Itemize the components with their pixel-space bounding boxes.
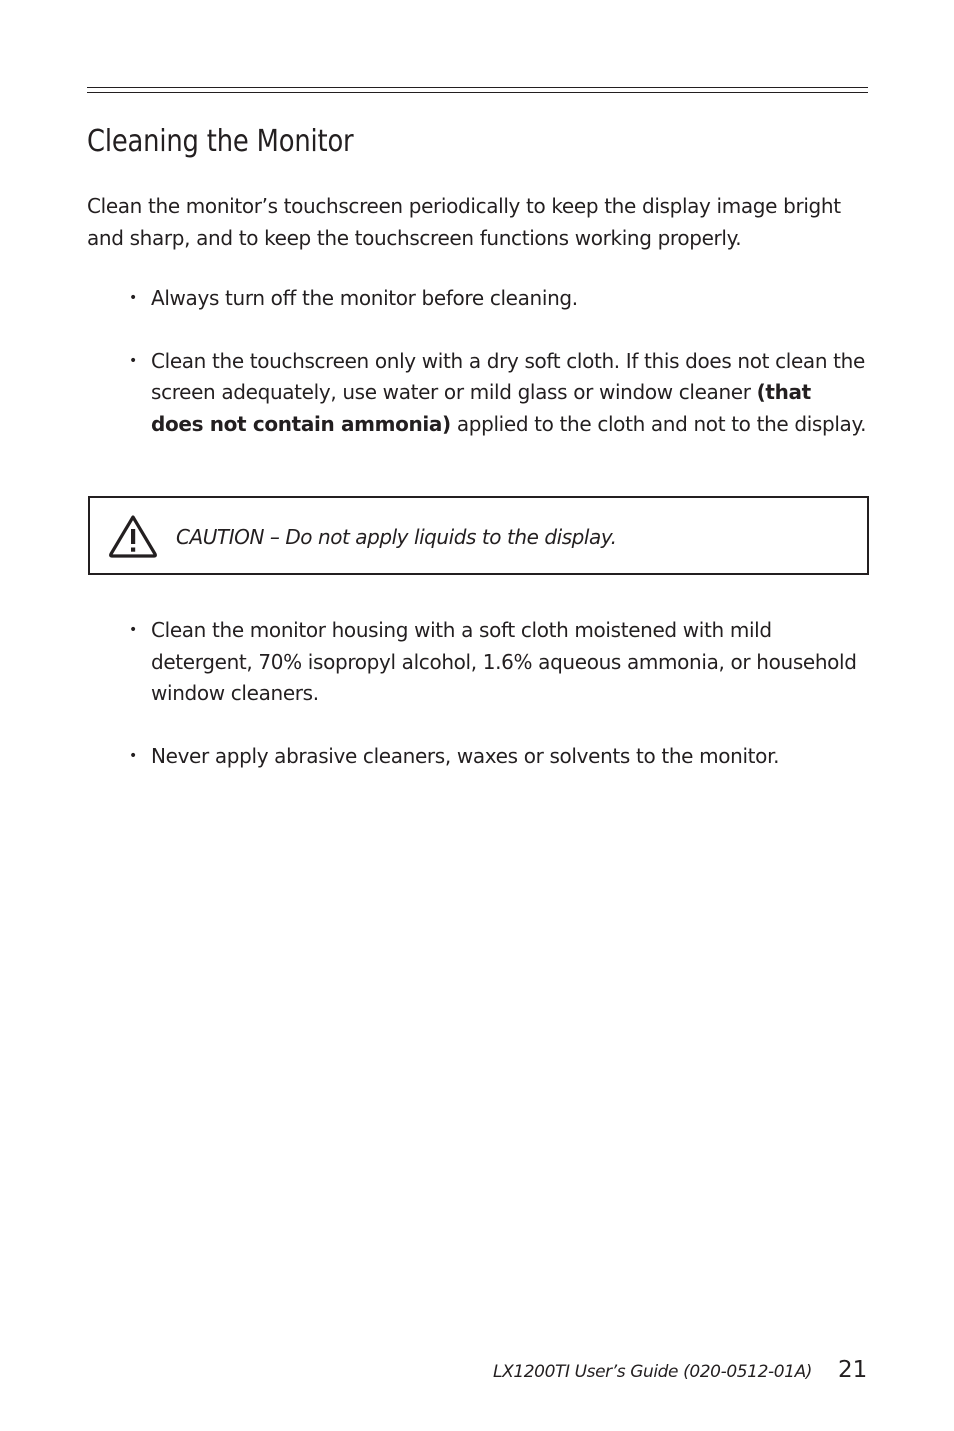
page-title: Cleaning the Monitor <box>87 124 354 159</box>
list-item-text: Always turn off the monitor before cleaning. <box>151 286 578 310</box>
bullet-dot: • <box>129 622 137 638</box>
header-rule-thick <box>87 92 868 93</box>
list-item-text: Clean the touchscreen only with a dry soft cloth. If this does not clean the screen adequately, use water or mild glass or window cleaner <box>151 348 865 404</box>
page-number: 21 <box>838 1357 868 1383</box>
warning-triangle-icon <box>108 514 158 558</box>
bullet-dot: • <box>129 352 137 369</box>
bullet-dot: • <box>129 290 137 306</box>
list-item <box>129 741 869 773</box>
footer-guide-title: LX1200TI User’s Guide (020-0512-01A) <box>493 1362 813 1382</box>
list-item-text: Never apply abrasive cleaners, waxes or solvents to the monitor. <box>151 743 780 768</box>
bullet-list-top <box>129 283 869 471</box>
list-item-text: applied to the cloth and not to the display. <box>450 411 867 436</box>
list-item-bold-text: (that does not contain ammonia) <box>151 380 811 436</box>
list-item <box>129 346 869 441</box>
list-item <box>129 283 869 315</box>
bullet-list-bottom <box>129 615 869 803</box>
list-item-text: Clean the monitor housing with a soft cloth moistened with mild detergent, 70% isopropyl alcohol, 1.6% aqueous ammonia, or household window cleaners. <box>151 618 857 705</box>
caution-box <box>88 496 869 575</box>
bullet-dot: • <box>129 747 137 764</box>
list-item <box>129 615 869 710</box>
intro-paragraph: Clean the monitor’s touchscreen periodically to keep the display image bright and sharp, and to keep the touchscreen functions working properly. <box>87 194 841 250</box>
header-rule-thin <box>87 87 868 88</box>
caution-text: CAUTION – Do not apply liquids to the display. <box>176 525 617 549</box>
